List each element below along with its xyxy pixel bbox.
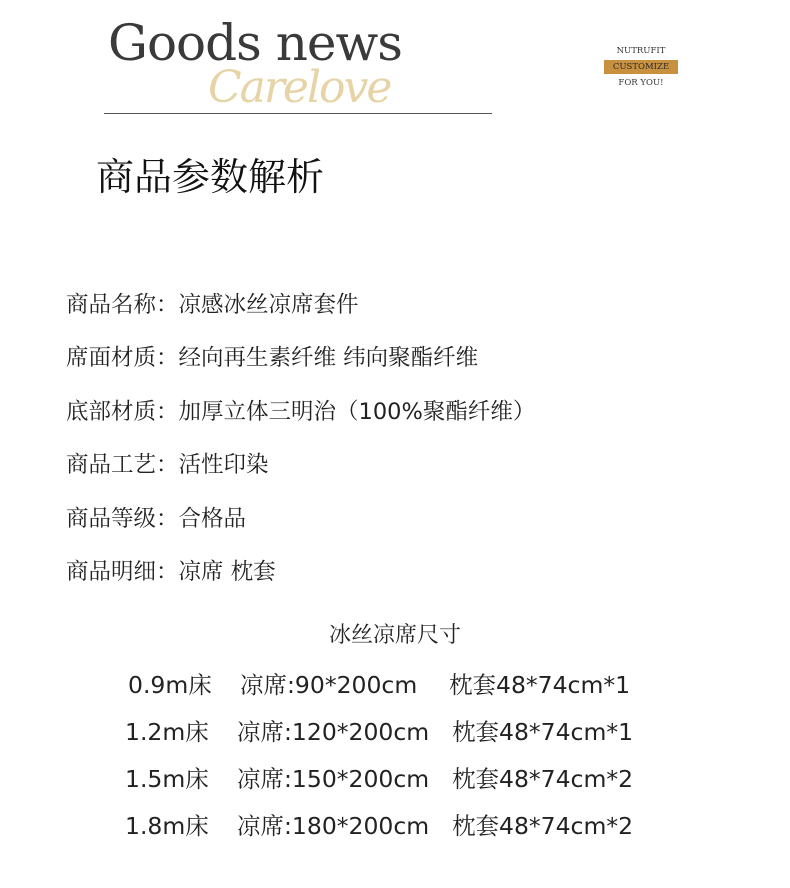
size-row bbox=[0, 667, 790, 703]
size-bed: 1.8m床 bbox=[125, 812, 209, 840]
size-pillow: 枕套48*74cm*2 bbox=[452, 765, 634, 793]
size-mat: 凉席:120*200cm bbox=[237, 718, 430, 746]
brand-line-2: CUSTOMIZE bbox=[604, 60, 678, 74]
size-bed: 1.5m床 bbox=[125, 765, 209, 793]
spec-row-contents: 商品明细：凉席 枕套 bbox=[66, 559, 276, 585]
size-pillow: 枕套48*74cm*1 bbox=[452, 718, 634, 746]
spec-row-name: 商品名称：凉感冰丝凉席套件 bbox=[66, 292, 359, 318]
size-mat: 凉席:90*200cm bbox=[240, 671, 418, 699]
header-title: Goods news bbox=[108, 14, 402, 72]
spec-row-grade: 商品等级：合格品 bbox=[66, 506, 247, 532]
size-pillow: 枕套48*74cm*1 bbox=[449, 671, 631, 699]
size-pillow: 枕套48*74cm*2 bbox=[452, 812, 634, 840]
size-row bbox=[0, 761, 790, 797]
size-mat: 凉席:180*200cm bbox=[237, 812, 430, 840]
brand-line-3: FOR YOU! bbox=[618, 78, 664, 88]
header-divider bbox=[104, 113, 492, 114]
brand-line-1: NUTRUFIT bbox=[616, 46, 666, 56]
size-mat: 凉席:150*200cm bbox=[237, 765, 430, 793]
brand-tagline bbox=[604, 44, 678, 92]
size-table-title: 冰丝凉席尺寸 bbox=[328, 623, 461, 648]
spec-row-craft: 商品工艺：活性印染 bbox=[66, 452, 269, 478]
size-row bbox=[0, 714, 790, 750]
size-row bbox=[0, 808, 790, 844]
header-script-signature: Carelove bbox=[208, 62, 391, 113]
spec-row-surface-material: 席面材质：经向再生素纤维 纬向聚酯纤维 bbox=[66, 345, 479, 371]
size-bed: 0.9m床 bbox=[128, 671, 212, 699]
size-bed: 1.2m床 bbox=[125, 718, 209, 746]
spec-row-bottom-material: 底部材质：加厚立体三明治（100%聚酯纤维） bbox=[66, 399, 536, 425]
section-title: 商品参数解析 bbox=[96, 155, 325, 199]
